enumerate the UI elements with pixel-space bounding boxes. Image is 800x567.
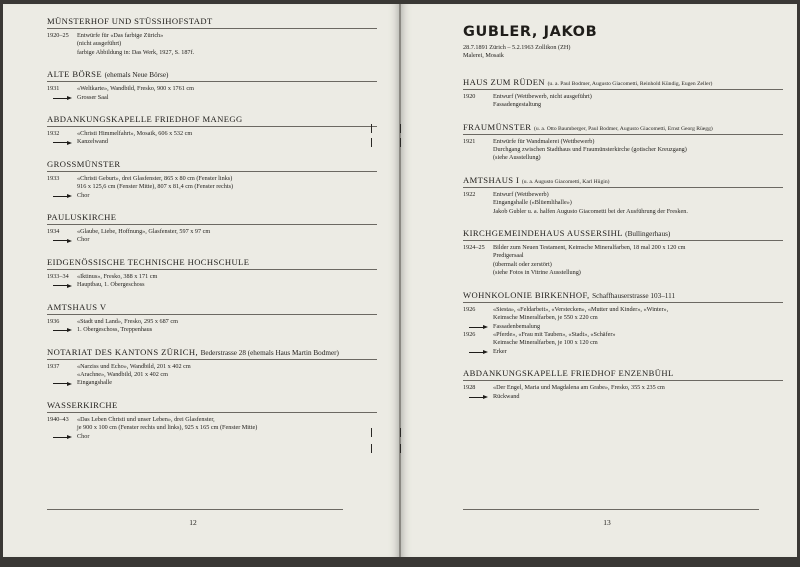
entry-row bbox=[463, 199, 783, 207]
entry-text: Keimsche Mineralfarben, je 550 x 220 cm bbox=[493, 314, 598, 322]
arrow-icon bbox=[47, 379, 77, 387]
section-title: MÜNSTERHOF UND STÜSSIHOFSTADT bbox=[47, 16, 213, 26]
entry-year: 1934 bbox=[47, 228, 60, 236]
entry-year: 1937 bbox=[47, 362, 60, 370]
entry-row bbox=[463, 314, 783, 322]
entry-text: je 900 x 100 cm (Fenster rechts und links), 925 x 165 cm (Fenster Mitte) bbox=[77, 424, 258, 432]
location-text: Chor bbox=[77, 191, 90, 199]
margin-tick bbox=[371, 444, 372, 453]
entry-text: Entwürfe für «Das farbige Zürich» bbox=[77, 32, 164, 39]
entry-location bbox=[47, 94, 377, 102]
arrow-icon bbox=[47, 138, 77, 146]
entry-text: Durchgang zwischen Stadthaus und Fraumünsterkirche (gotischer Kreuzgang) bbox=[493, 146, 687, 154]
right-page-content bbox=[463, 12, 783, 413]
section-title: HAUS ZUM RÜDEN bbox=[463, 76, 545, 87]
section-heading bbox=[47, 257, 377, 270]
entry-row bbox=[463, 93, 783, 101]
location-text: Fassadenbemalung bbox=[493, 322, 541, 330]
entry-text: «Weltkarte», Wandbild, Fresko, 900 x 1761 cm bbox=[77, 85, 194, 93]
section-note: (ehemals Neue Börse) bbox=[104, 71, 169, 80]
arrow-icon bbox=[47, 281, 77, 289]
entry-year: 1940–43 bbox=[47, 415, 69, 423]
entry-text: (siehe Ausstellung) bbox=[493, 154, 541, 162]
section-title: NOTARIAT DES KANTONS ZÜRICH, bbox=[47, 346, 199, 357]
entry-row bbox=[47, 32, 377, 40]
section-note: (Bullingerhaus) bbox=[625, 230, 671, 239]
entry-text: «Stadt und Land», Fresko, 295 x 687 cm bbox=[77, 317, 178, 325]
work-section bbox=[47, 114, 377, 147]
entry-location bbox=[47, 379, 377, 387]
entry-text: «Siesta», «Feldarbeit», «Verstecken», «Mutter und Kinder», «Winter», bbox=[493, 305, 669, 313]
work-section bbox=[47, 159, 377, 200]
section-title: FRAUMÜNSTER bbox=[463, 121, 532, 132]
entry-year bbox=[47, 40, 77, 48]
section-heading bbox=[47, 347, 377, 360]
entry-location bbox=[463, 348, 783, 356]
section-contributors: (u. a. Paul Bodmer, Augusto Giacometti, Reinhold Kündig, Eugen Zeller) bbox=[547, 80, 713, 87]
arrow-icon bbox=[47, 192, 77, 200]
section-heading bbox=[47, 302, 377, 315]
entry-year bbox=[463, 208, 493, 216]
section-title: AMTSHAUS I bbox=[463, 174, 520, 185]
entry-row bbox=[47, 228, 377, 236]
entry-location bbox=[47, 236, 377, 244]
entry-row bbox=[47, 371, 377, 379]
right-footer-rule bbox=[463, 509, 759, 510]
section-heading bbox=[47, 212, 377, 225]
work-section bbox=[47, 257, 377, 290]
entry-text: farbige Abbildung in: Das Werk, 1927, S. 187f. bbox=[77, 48, 195, 56]
entry-year bbox=[463, 199, 493, 207]
section-title: GROSSMÜNSTER bbox=[47, 158, 121, 169]
arrow-icon bbox=[47, 326, 77, 334]
location-text: 1. Obergeschoss, Treppenhaus bbox=[77, 326, 153, 334]
section-contributors: (u. a. Augusto Giacometti, Karl Hügin) bbox=[521, 178, 610, 185]
entry-location bbox=[47, 326, 377, 334]
section-title: ABDANKUNGSKAPELLE FRIEDHOF MANEGG bbox=[47, 114, 243, 125]
entry-text: Predigersaal bbox=[493, 252, 524, 260]
work-section bbox=[47, 400, 377, 441]
entry-row bbox=[47, 49, 377, 57]
entry-row bbox=[463, 269, 783, 277]
entry-location bbox=[47, 192, 377, 200]
arrow-icon bbox=[47, 94, 77, 102]
location-text: Erker bbox=[493, 347, 507, 355]
entry-location bbox=[47, 281, 377, 289]
work-section bbox=[463, 228, 783, 278]
margin-tick bbox=[371, 428, 372, 437]
entry-year: 1928 bbox=[463, 384, 476, 392]
entry-row bbox=[47, 183, 377, 191]
left-page bbox=[3, 4, 399, 557]
entry-text: «Pferde», «Frau mit Tauben», «Stadt», «Schäfer» bbox=[493, 330, 616, 338]
section-heading bbox=[47, 159, 377, 172]
entry-year: 1933–34 bbox=[47, 272, 69, 280]
location-text: Rückwand bbox=[493, 392, 520, 400]
entry-text: «Narziss und Echo», Wandbild, 201 x 402 cm bbox=[77, 362, 191, 370]
section-heading bbox=[463, 122, 783, 135]
entry-year bbox=[463, 146, 493, 154]
section-heading bbox=[47, 400, 377, 413]
work-section bbox=[463, 77, 783, 110]
section-title: KIRCHGEMEINDEHAUS AUSSERSIHL bbox=[463, 228, 623, 239]
section-heading bbox=[47, 16, 377, 29]
entry-text: Eingangshalle («Blüemlihalle») bbox=[493, 199, 572, 207]
work-section bbox=[47, 347, 377, 388]
bio-line: 28.7.1891 Zürich – 5.2.1963 Zollikon (ZH) bbox=[463, 44, 571, 51]
section-title: PAULUSKIRCHE bbox=[47, 212, 117, 223]
arrow-icon bbox=[47, 433, 77, 441]
section-heading bbox=[47, 114, 377, 127]
entry-row bbox=[463, 208, 783, 216]
entry-row bbox=[463, 154, 783, 162]
margin-tick bbox=[400, 428, 401, 437]
entry-text: Bilder zum Neuen Testament, Keimsche Mineralfarben, 18 mal 200 x 120 cm bbox=[493, 244, 686, 252]
entry-row bbox=[47, 40, 377, 48]
work-section bbox=[463, 175, 783, 216]
entry-text: Fassadengestaltung bbox=[493, 101, 542, 109]
arrow-icon bbox=[463, 393, 493, 401]
location-text: Grosser Saal bbox=[77, 93, 109, 101]
section-title: ALTE BÖRSE bbox=[47, 69, 103, 80]
entry-year: 1931 bbox=[47, 85, 60, 93]
margin-tick bbox=[400, 444, 401, 453]
entry-year: 1932 bbox=[47, 130, 60, 138]
work-section bbox=[47, 302, 377, 335]
entry-row bbox=[47, 318, 377, 326]
section-title: AMTSHAUS V bbox=[47, 301, 107, 312]
margin-tick bbox=[371, 124, 372, 133]
work-section bbox=[463, 290, 783, 356]
entry-row bbox=[463, 339, 783, 347]
section-heading bbox=[463, 290, 783, 303]
entry-text: (siehe Fotos in Vitrine Ausstellung) bbox=[493, 269, 581, 277]
entry-row bbox=[463, 252, 783, 260]
entry-text: Jakob Gubler u. a. halfen Augusto Giacometti bei der Ausführung der Fresken. bbox=[493, 207, 688, 215]
entry-year bbox=[47, 183, 77, 191]
section-title: ABDANKUNGSKAPELLE FRIEDHOF ENZENBÜHL bbox=[463, 368, 674, 379]
arrow-icon bbox=[463, 323, 493, 331]
entry-year bbox=[463, 314, 493, 322]
entry-row bbox=[463, 331, 783, 339]
entry-year bbox=[463, 252, 493, 260]
entry-year: 1920–25 bbox=[47, 32, 69, 39]
arrow-icon bbox=[47, 236, 77, 244]
entry-year bbox=[463, 339, 493, 347]
work-section bbox=[47, 69, 377, 102]
arrow-icon bbox=[463, 348, 493, 356]
entry-year: 1920 bbox=[463, 92, 476, 100]
entry-row bbox=[463, 384, 783, 392]
section-heading bbox=[463, 175, 783, 188]
entry-row bbox=[47, 273, 377, 281]
bio-line: Malerei, Mosaik bbox=[463, 52, 504, 60]
entry-row bbox=[463, 244, 783, 252]
location-text: Eingangshalle bbox=[77, 379, 113, 387]
entry-year: 1926 bbox=[463, 305, 476, 313]
section-title: WOHNKOLONIE BIRKENHOF, bbox=[463, 289, 590, 300]
artist-bio bbox=[463, 44, 783, 61]
location-text: Hauptbau, 1. Obergeschoss bbox=[77, 281, 145, 289]
entry-text: Entwürfe für Wandmalerei (Wettbewerb) bbox=[493, 137, 595, 145]
entry-row bbox=[463, 138, 783, 146]
entry-year bbox=[463, 261, 493, 269]
section-contributors: (u. a. Otto Baumberger, Paul Bodmer, Augusto Giacometti, Ernst Georg Rüegg) bbox=[533, 125, 713, 132]
entry-text: «Glaube, Liebe, Hoffnung», Glasfenster, 597 x 97 cm bbox=[77, 228, 211, 236]
section-note: Bederstrasse 28 (ehemals Haus Martin Bodmer) bbox=[200, 348, 339, 357]
entry-row bbox=[47, 130, 377, 138]
work-section bbox=[463, 368, 783, 401]
entry-row bbox=[47, 424, 377, 432]
section-heading bbox=[463, 228, 783, 241]
entry-location bbox=[47, 138, 377, 146]
entry-year bbox=[463, 101, 493, 109]
entry-year: 1936 bbox=[47, 317, 60, 325]
section-title: WASSERKIRCHE bbox=[47, 399, 118, 410]
entry-location bbox=[47, 433, 377, 441]
location-text: Chor bbox=[77, 236, 90, 244]
margin-tick bbox=[400, 124, 401, 133]
section-title: EIDGENÖSSISCHE TECHNISCHE HOCHSCHULE bbox=[47, 256, 250, 267]
entry-text: «Arachne», Wandbild, 201 x 402 cm bbox=[77, 370, 168, 378]
work-section bbox=[47, 212, 377, 245]
entry-year bbox=[47, 371, 77, 379]
entry-year bbox=[47, 424, 77, 432]
entry-year: 1921 bbox=[463, 137, 476, 145]
entry-year: 1922 bbox=[463, 190, 476, 198]
section-note: Schaffhauserstrasse 103–111 bbox=[592, 291, 676, 300]
entry-row bbox=[47, 363, 377, 371]
entry-text: «Christi Geburt», drei Glasfenster, 865 x 80 cm (Fenster links) bbox=[77, 174, 233, 182]
entry-text: Entwurf (Wettbewerb) bbox=[493, 190, 549, 198]
entry-row bbox=[47, 85, 377, 93]
section-heading bbox=[47, 69, 377, 82]
entry-row bbox=[47, 416, 377, 424]
entry-year: 1933 bbox=[47, 174, 60, 182]
location-text: Kanzelwand bbox=[77, 138, 108, 146]
left-page-content bbox=[47, 16, 377, 453]
section-heading bbox=[463, 77, 783, 90]
entry-year bbox=[463, 154, 493, 162]
entry-year: 1926 bbox=[463, 330, 476, 338]
entry-year bbox=[47, 49, 77, 57]
left-page-number: 12 bbox=[189, 518, 197, 527]
section-heading bbox=[463, 368, 783, 381]
work-section bbox=[463, 122, 783, 163]
entry-row bbox=[463, 146, 783, 154]
entry-location bbox=[463, 323, 783, 331]
entry-text: «Der Engel, Maria und Magdalena am Grabe», Fresko, 355 x 235 cm bbox=[493, 384, 665, 392]
entry-text: 916 x 125,6 cm (Fenster Mitte), 807 x 81,4 cm (Fenster rechts) bbox=[77, 183, 234, 191]
margin-tick bbox=[371, 138, 372, 147]
entry-text: Entwurf (Wettbewerb, nicht ausgeführt) bbox=[493, 92, 592, 100]
entry-year bbox=[463, 269, 493, 277]
left-footer-rule bbox=[47, 509, 343, 510]
artist-name: GUBLER, JAKOB bbox=[463, 24, 598, 40]
entry-text: (übermalt oder zerstört) bbox=[493, 260, 552, 268]
entry-row bbox=[463, 306, 783, 314]
entry-row bbox=[463, 191, 783, 199]
entry-text: «Das Leben Christi und unser Leben», drei Glasfenster, bbox=[77, 415, 215, 423]
entry-text: «Iktinus», Fresko, 388 x 171 cm bbox=[77, 272, 158, 280]
right-page bbox=[401, 4, 797, 557]
location-text: Chor bbox=[77, 432, 90, 440]
entry-text: Keimsche Mineralfarben, je 100 x 120 cm bbox=[493, 339, 598, 347]
entry-row bbox=[463, 261, 783, 269]
entry-text: «Christi Himmelfahrt», Mosaik, 606 x 532 cm bbox=[77, 130, 193, 138]
right-page-number: 13 bbox=[603, 518, 611, 527]
entry-year: 1924–25 bbox=[463, 244, 485, 252]
entry-row bbox=[463, 101, 783, 109]
entry-location bbox=[463, 393, 783, 401]
entry-text: (nicht ausgeführt) bbox=[77, 40, 122, 48]
margin-tick bbox=[400, 138, 401, 147]
work-section bbox=[47, 16, 377, 57]
entry-row bbox=[47, 175, 377, 183]
